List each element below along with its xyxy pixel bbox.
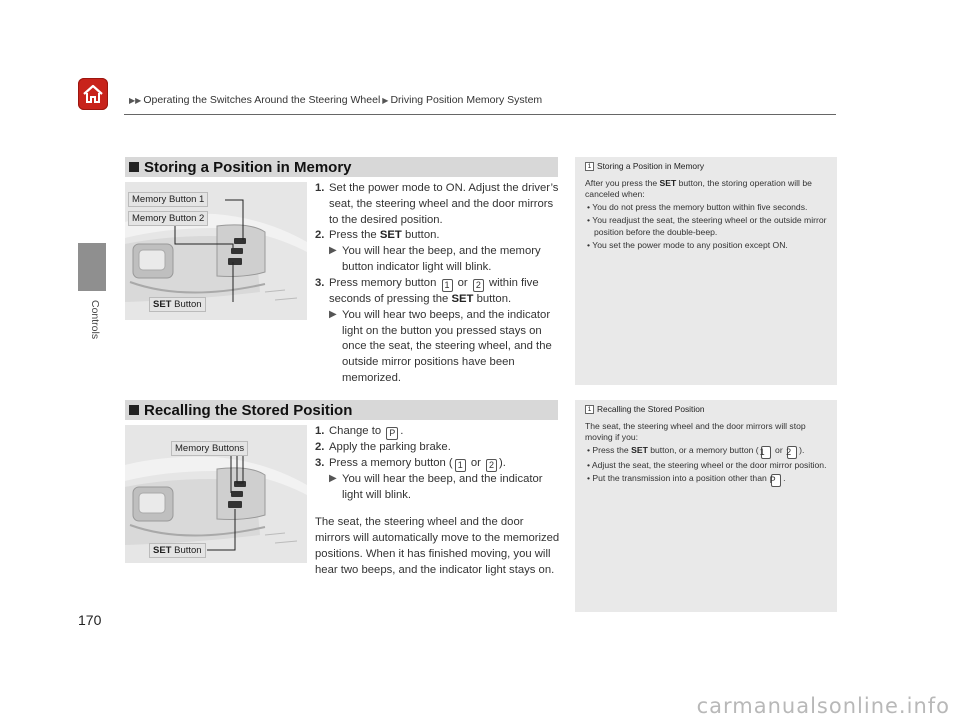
callout-memory-button-2: Memory Button 2 [128,211,208,226]
section-header-recalling [125,400,558,420]
breadcrumb-item-switches[interactable]: Operating the Switches Around the Steering Wheel [143,94,381,106]
section-square-icon [129,162,139,172]
note-number-icon: 1 [585,405,594,414]
result-arrow-icon: ▶ [329,308,337,320]
memory-key-1: 1 [761,446,771,459]
breadcrumb [127,94,542,106]
sidebar-bullet: • Press the SET button, or a memory button (1 or 2 ). [587,445,805,458]
breadcrumb-item-memory-system[interactable]: Driving Position Memory System [390,94,543,106]
sidebar-note-storing: 1 Storing a Position in Memory After you press the SET button, the storing operation will be canceled when: • You do not press the memory button within five seconds. • You readjust the seat, the steering wheel or the outside mirror position before the double-beep. • You set the power mode to any position except ON. [575,157,837,385]
door-panel-image-recalling [125,425,307,563]
steps-recalling [315,424,560,503]
step-1: 1. Set the power mode to ON. Adjust the driver’s seat, the steering wheel and the door mirrors to the desired position. [315,182,559,226]
section-header-storing [125,157,558,177]
callout-set-button: SET Button [149,297,206,312]
home-button[interactable] [78,78,108,110]
sidebar-bullet: • You do not press the memory button within five seconds. [587,202,808,213]
memory-key-2: 2 [787,446,797,459]
memory-key-2: 2 [486,459,497,472]
sidebar-note-recalling: 1 Recalling the Stored Position The seat, the steering wheel and the door mirrors will stop moving if you: • Press the SET button, or a memory button (1 or 2 ). • Adjust the seat, the steering wheel or the door mirror position. • Put the transmission into a position other than P . [575,400,837,612]
home-icon [82,84,104,104]
sidebar-title: 1 Storing a Position in Memory [585,161,829,173]
callout-memory-button-1: Memory Button 1 [128,192,208,207]
step-3: 3. Press a memory button ( 1 or 2 ). [315,456,506,470]
step-1: 1. Change to P . [315,425,404,438]
callout-set-button: SET Button [149,543,206,558]
memory-key-1: 1 [455,459,466,472]
step-3-result: ▶ You will hear two beeps, and the indicator light on the button you pressed stays on once the seat, the steering wheel, and the outside mirror positions have been memorized. [315,308,560,387]
step-3: 3. Press memory button 1 or 2 within five seconds of pressing the SET button. [315,276,539,305]
step-2: 2. Press the SET button. [315,229,440,242]
header-divider [124,114,836,115]
section-title: Recalling the Stored Position [144,401,353,419]
sidebar-bullet: • Put the transmission into a position other than P . [587,473,786,486]
recall-description: The seat, the steering wheel and the door mirrors will automatically move to the memorized positions. When it has finished moving, you will hear two beeps, and the indicator light stays on. [315,516,560,577]
step-3-result: ▶ You will hear the beep, and the indicator light will blink. [315,472,560,504]
chapter-tab[interactable] [78,243,106,291]
sidebar-title: 1 Recalling the Stored Position [585,404,829,416]
page-number: 170 [78,612,102,628]
chapter-label: Controls [89,300,101,340]
steps-storing [315,181,560,387]
step-2: 2. Apply the parking brake. [315,441,451,453]
park-key: P [771,474,781,487]
note-number-icon: 1 [585,162,594,171]
park-key: P [386,427,398,440]
memory-key-2: 2 [473,279,484,292]
breadcrumb-arrow-icon: ▶ [382,95,389,105]
result-arrow-icon: ▶ [329,245,337,257]
sidebar-bullet: • You readjust the seat, the steering wheel or the outside mirror position before the double-beep. [587,215,827,238]
sidebar-bullet: • Adjust the seat, the steering wheel or the door mirror position. [587,460,827,471]
section-square-icon [129,405,139,415]
result-arrow-icon: ▶ [329,472,337,484]
sidebar-bullet: • You set the power mode to any position except ON. [587,239,788,250]
step-2-result: ▶ You will hear the beep, and the memory button indicator light will blink. [315,244,560,276]
watermark: carmanualsonline.info [696,694,950,718]
breadcrumb-arrow-icon: ▶▶ [129,95,142,105]
door-panel-image-storing [125,182,307,320]
memory-key-1: 1 [442,279,453,292]
section-title: Storing a Position in Memory [144,158,352,176]
callout-memory-buttons: Memory Buttons [171,441,248,456]
